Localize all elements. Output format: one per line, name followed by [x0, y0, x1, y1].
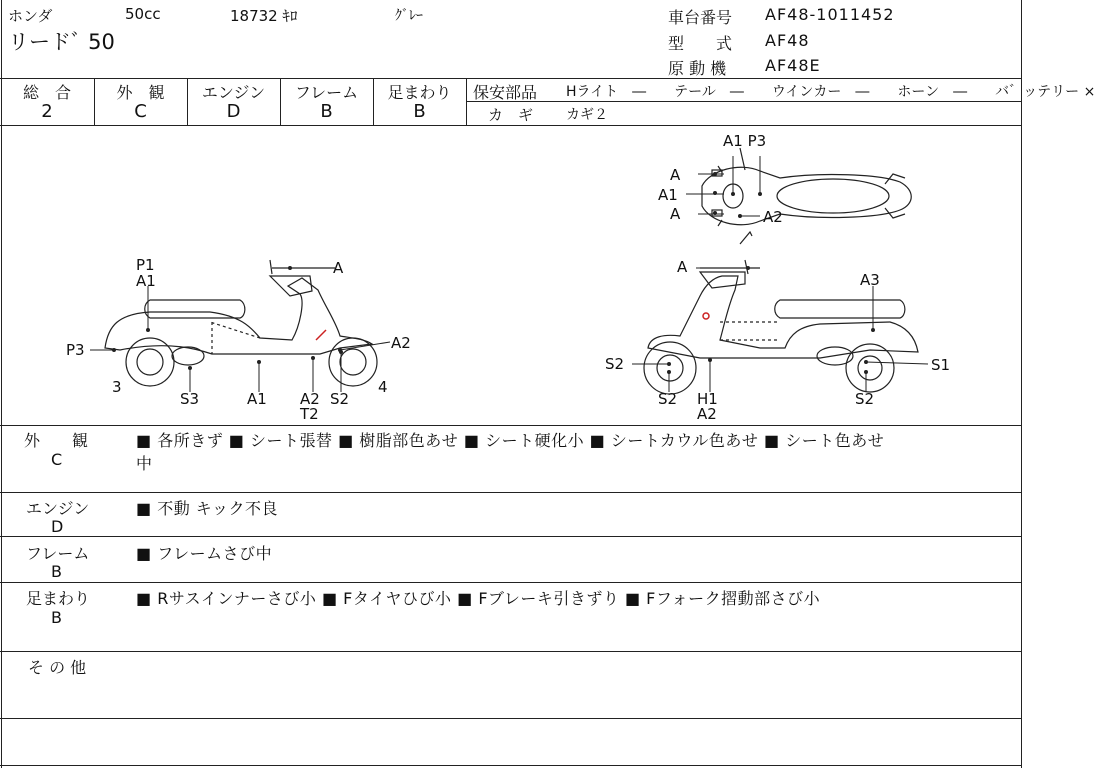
diagram-label: S1 [931, 356, 951, 374]
notes-divider [0, 536, 1022, 537]
note-engine-title: エンジン [26, 499, 90, 518]
color-value: ｸﾞﾚｰ [395, 8, 423, 24]
chassis-label: 車台番号 [668, 8, 733, 27]
type-label: 型 式 [668, 34, 733, 53]
diagram-label: S2 [330, 390, 350, 408]
diagram-label: A1 P3 [723, 132, 767, 150]
note-engine-grade: D [51, 517, 64, 536]
mileage: 18732 ｷﾛ [230, 7, 298, 25]
diagram-label: A1 [136, 272, 156, 290]
note-exterior-text-cont: 中 [136, 454, 153, 473]
note-exterior-grade: C [51, 450, 63, 469]
grade-divider [466, 78, 467, 126]
maker: ホンダ [8, 7, 53, 25]
diagram-label: A [677, 258, 688, 276]
safety-mid-line [467, 101, 1022, 102]
diagram-label: A2 [697, 405, 717, 423]
diagram-label: A2 [300, 390, 320, 408]
grade-top-line [0, 78, 1022, 79]
diagram-label: A2 [391, 334, 411, 352]
note-frame-text: ■ フレームさび中 [136, 544, 273, 563]
safety-items: Hライト ― テール ― ウインカー ― ホーン ― バ゛ッテリー × [566, 84, 1095, 100]
diagram-label: A1 [658, 186, 678, 204]
key-value: カギ２ [566, 107, 608, 123]
note-exterior-text: ■ 各所きず ■ シート張替 ■ 樹脂部色あせ ■ シート硬化小 ■ シートカウル色あせ ■ シート色あせ [136, 431, 885, 450]
safety-label: 保安部品 [473, 83, 538, 102]
damage-mark [703, 313, 709, 319]
diagram-label: S2 [605, 355, 625, 373]
note-other-title: そ の 他 [28, 658, 87, 677]
notes-divider [0, 718, 1022, 719]
engine-value: AF48E [765, 56, 821, 75]
note-suspension-title: 足まわり [26, 589, 91, 608]
frame-bottom [0, 765, 1022, 766]
diagram-label: P3 [66, 341, 85, 359]
note-suspension-text: ■ Rサスインナーさび小 ■ Fタイヤひび小 ■ Fブレーキ引きずり ■ Fフォーク摺動部さび小 [136, 589, 821, 608]
note-engine-text: ■ 不動 キック不良 [136, 499, 278, 518]
diagram-label: P1 [136, 256, 155, 274]
damage-mark [316, 330, 326, 340]
scooter-diagram [0, 126, 1024, 426]
grade-overall-value: 2 [41, 101, 53, 122]
diagram-label: S2 [855, 390, 875, 408]
diagram-label: 4 [378, 378, 388, 396]
diagram-label: A1 [247, 390, 267, 408]
diagram-label: A3 [860, 271, 880, 289]
grade-engine-label: エンジン [201, 83, 266, 102]
diagram-label: A [670, 205, 681, 223]
diagram-label: T2 [300, 405, 319, 423]
diagram-label: H1 [697, 390, 718, 408]
note-frame-grade: B [51, 562, 62, 581]
grade-suspension-value: B [413, 101, 426, 122]
note-frame-title: フレーム [26, 544, 90, 563]
grade-exterior-label: 外 観 [116, 83, 165, 102]
diagram-label: A2 [763, 208, 783, 226]
displacement: 50cc [125, 5, 161, 23]
notes-divider [0, 492, 1022, 493]
diagram-label: A [670, 166, 681, 184]
grade-suspension-label: 足まわり [387, 83, 452, 102]
note-exterior-title: 外 観 [24, 431, 89, 450]
model-name: リードﾞ 50 [8, 30, 115, 54]
key-label: カ ギ [488, 106, 534, 124]
grade-frame-value: B [320, 101, 333, 122]
engine-label: 原 動 機 [668, 59, 727, 78]
notes-divider [0, 651, 1022, 652]
diagram-label: S3 [180, 390, 200, 408]
diagram-label: 3 [112, 378, 122, 396]
diagram-label: S2 [658, 390, 678, 408]
grade-frame-label: フレーム [294, 83, 359, 102]
grade-overall-label: 総 合 [22, 83, 71, 102]
grade-exterior-value: C [134, 101, 147, 122]
grade-engine-value: D [226, 101, 241, 122]
chassis-value: AF48-1011452 [765, 5, 895, 24]
type-value: AF48 [765, 31, 810, 50]
diagram-label: A [333, 259, 344, 277]
notes-divider [0, 582, 1022, 583]
note-suspension-grade: B [51, 608, 62, 627]
